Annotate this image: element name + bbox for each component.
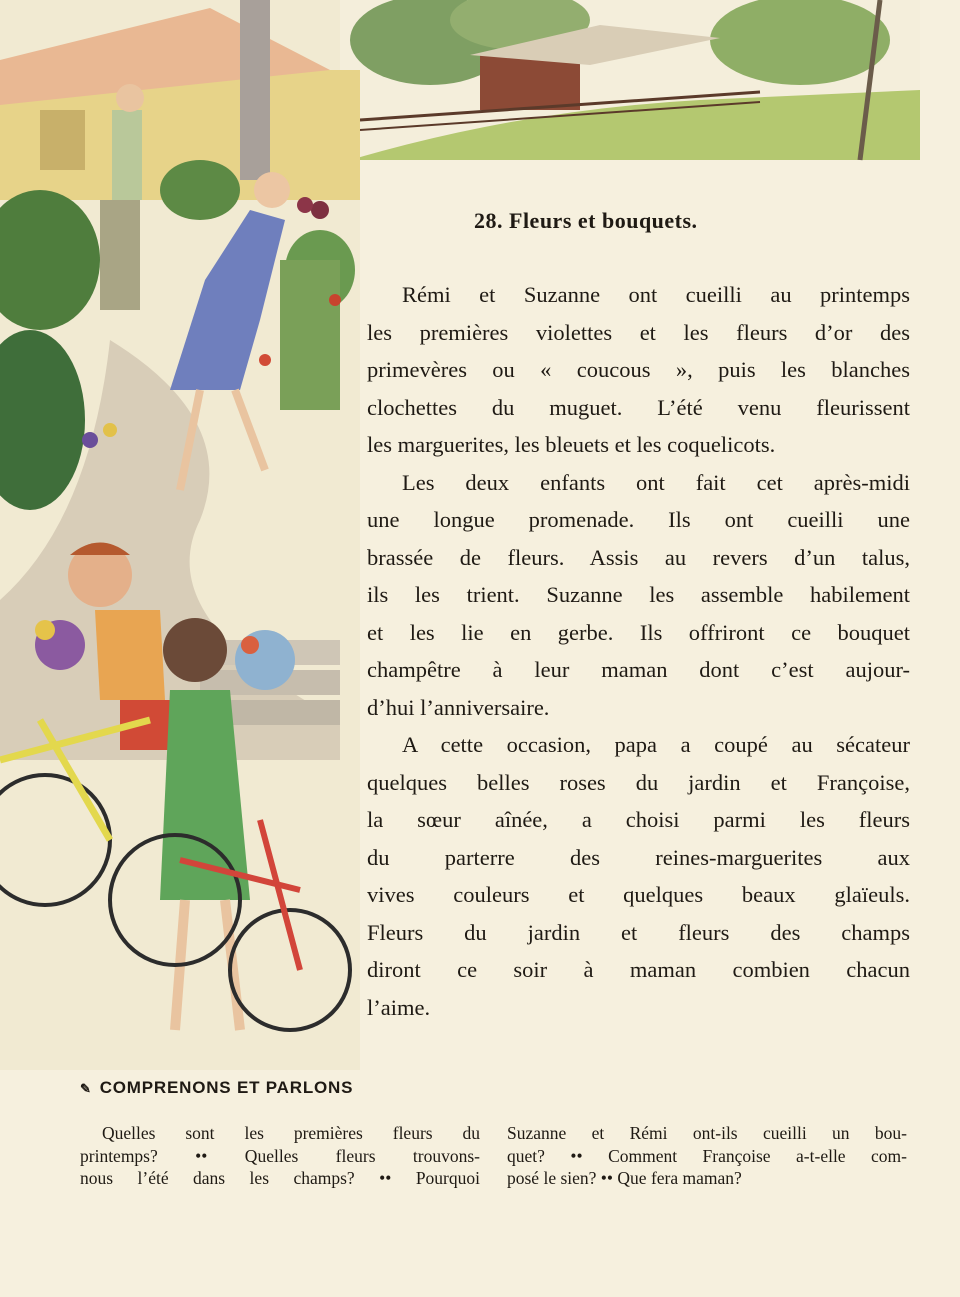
questions-heading-text: COMPRENONS ET PARLONS [99,1078,354,1097]
story-line: ils les trient. Suzanne les assemble habilement [367,582,910,607]
story-line: brassée de fleurs. Assis au revers d’un talus, [367,544,910,570]
story-line: vives couleurs et quelques beaux glaïeuls. [367,882,910,907]
question-line: quet? •• Comment Françoise a-t-elle com- [507,1145,907,1166]
questions-right-column [507,1122,907,1190]
questions-left-column [80,1122,480,1190]
question-line: Quelles sont les premières fleurs du [102,1123,480,1143]
questions-heading [80,1078,353,1098]
story-line: Rémi et Suzanne ont cueilli au printemps [402,282,910,307]
story-line: les premières violettes et les fleurs d’or des [367,319,910,345]
park-scene [340,0,920,160]
question-line: nous l’été dans les champs? •• Pourquoi [80,1168,480,1188]
story-line: champêtre à leur maman dont c’est aujour- [367,657,910,682]
story-line: diront ce soir à maman combien chacun [367,957,910,982]
story-line: les marguerites, les bleuets et les coquelicots. [367,432,776,457]
story-line: Les deux enfants ont fait cet après-midi [402,469,910,495]
story-line: une longue promenade. Ils ont cueilli une [367,507,910,532]
question-line: printemps? •• Quelles fleurs trouvons- [80,1145,480,1166]
pen-nib-icon: ✎ [80,1081,92,1096]
question-line: Suzanne et Rémi ont-ils cueilli un bou- [507,1123,907,1143]
story-line: primevères ou « coucous », puis les blanches [367,357,910,382]
story-line: la sœur aînée, a choisi parmi les fleurs [367,807,910,832]
story-line: du parterre des reines-marguerites aux [367,844,910,870]
story-line: quelques belles roses du jardin et Françoise, [367,769,910,795]
story-line: Fleurs du jardin et fleurs des champs [367,919,910,945]
story-line: d’hui l’anniversaire. [367,694,550,720]
story-text [367,276,910,1026]
story-line: et les lie en gerbe. Ils offriront ce bouquet [367,619,910,645]
story-line: clochettes du muguet. L’été venu fleurissent [367,394,910,420]
story-line: l’aime. [367,994,431,1020]
story-line: A cette occasion, papa a coupé au sécateur [402,732,910,757]
lesson-title: 28. Fleurs et bouquets. [474,208,698,233]
question-line: posé le sien? •• Que fera maman? [507,1168,742,1188]
